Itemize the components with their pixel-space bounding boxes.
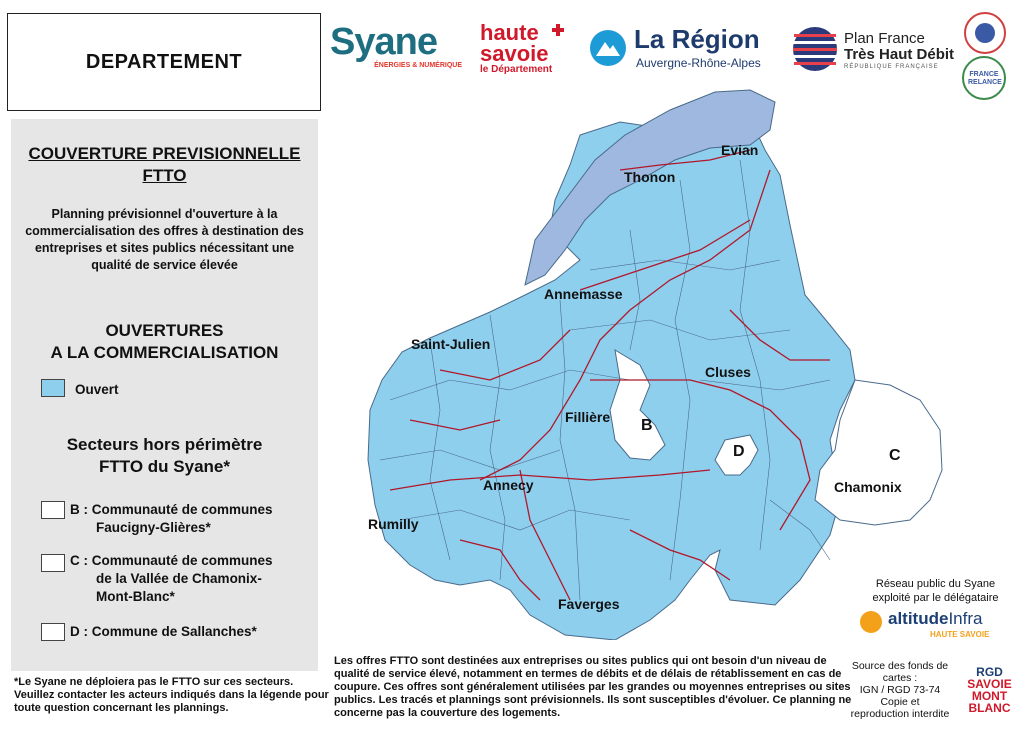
altitude-icon [860,611,882,633]
rgd-line3: MONT [971,689,1008,703]
haute-savoie-line3: le Département [480,64,553,75]
department-box [7,13,321,111]
plan-france-logo [792,26,962,76]
openings-title-line2: A LA COMMERCIALISATION [50,343,279,362]
republique-seal-icon [964,12,1006,54]
sector-b-letter: B [641,417,653,434]
rgd-line2: SAVOIE [967,677,1012,691]
city-annemasse: Annemasse [544,286,623,302]
rgd-line1: RGD [976,665,1003,679]
open-label: Ouvert [75,382,119,397]
outside-title-line2: FTTO du Syane* [99,457,230,476]
openings-title [11,320,318,364]
france-relance-label: FRANCE RELANCE [968,71,1002,86]
source-line1: Source des fonds de cartes : [851,660,949,684]
source-line3: Copie et reproduction interdite [850,696,950,720]
altitude-sub: HAUTE SAVOIE [930,630,990,639]
city-filliere: Fillière [565,409,611,425]
legend-title-line2: FTTO [142,166,187,185]
sector-b-label [70,501,315,537]
footnote: *Le Syane ne déploiera pas le FTTO sur ces secteurs. Veuillez contacter les acteurs indiqués dans la légende pour toute question concernant les plannings. [14,676,329,714]
sector-d-letter: D [733,443,745,460]
city-saint-julien: Saint-Julien [411,336,491,352]
reseau-line2: exploité par le délégataire [872,592,999,604]
legend-title-line1: COUVERTURE PREVISIONNELLE [28,144,301,163]
legend-description: Planning prévisionnel d'ouverture à la commercialisation des offres à destination des entreprises et sites publics nécessitant une qualité de service élevée [25,207,304,272]
region-sub: Auvergne-Rhône-Alpes [636,56,761,70]
city-rumilly: Rumilly [368,516,419,532]
outside-title [11,434,318,478]
region-name: La Région [634,24,760,54]
sector-c-letter: C [889,447,901,464]
sector-d-label: D : Commune de Sallanches* [70,624,257,639]
department-label: DEPARTEMENT [85,50,243,73]
altitude-infra-logo [860,607,1010,647]
city-cluses: Cluses [705,364,751,380]
sector-c-line3: Mont-Blanc* [96,589,175,604]
region-logo [590,24,780,74]
sector-c-line1: C : Communauté de communes [70,553,273,568]
syane-logo [330,22,470,82]
rgd-line4: BLANC [968,701,1011,715]
sector-c-label [70,552,315,606]
mountain-shape-icon [594,38,622,58]
plan-france-emblem-icon [792,26,838,72]
syane-logo-tagline: ÉNERGIES & NUMÉRIQUE [374,62,462,69]
open-swatch [41,379,65,397]
source-text [850,660,950,720]
haute-savoie-logo [480,22,570,84]
plan-france-line1: Plan France [844,30,925,47]
legend-title [11,143,318,187]
ftto-note: Les offres FTTO sont destinées aux entreprises ou sites publics qui ont besoin d'un niveau de qualité de service élevé, notamment en termes de débits et de délais de rétablissement en cas de coupure. Ces offres sont généralement utilisées par les grandes ou moyennes entreprises ou sites publics. Les tracés et plannings sont prévisionnels. Ils sont susceptibles d'évoluer. Ce planning ne concerne pas la couverture des logements. [334,655,852,719]
city-annecy: Annecy [483,477,534,493]
france-relance-logo [962,56,1006,100]
sector-c-swatch [41,554,65,572]
plan-france-line3: RÉPUBLIQUE FRANÇAISE [844,64,939,70]
haute-savoie-line2: savoie [480,41,549,66]
reseau-line1: Réseau public du Syane [875,578,996,590]
openings-title-line1: OUVERTURES [105,321,224,340]
city-evian: Evian [721,142,759,158]
sector-c-line2: de la Vallée de Chamonix- [96,571,262,586]
outside-title-line1: Secteurs hors périmètre [66,435,263,454]
sector-b-swatch [41,501,65,519]
source-line2: IGN / RGD 73-74 [859,684,941,696]
reseau-text [853,577,1018,605]
haute-savoie-line1: haute [480,20,539,45]
altitude-infra: Infra [948,609,983,628]
city-faverges: Faverges [558,596,620,612]
altitude-name: altitude [888,609,949,628]
cross-icon [552,24,564,36]
plan-france-line2: Très Haut Débit [844,46,955,63]
rgd-logo [962,666,1017,714]
city-thonon: Thonon [624,169,676,185]
city-chamonix: Chamonix [834,479,902,495]
sector-b-line2: Faucigny-Glières* [96,520,211,535]
map [330,80,950,640]
sector-d-swatch [41,623,65,641]
sector-b-line1: B : Communauté de communes [70,502,273,517]
syane-logo-text: Syane [330,21,437,63]
